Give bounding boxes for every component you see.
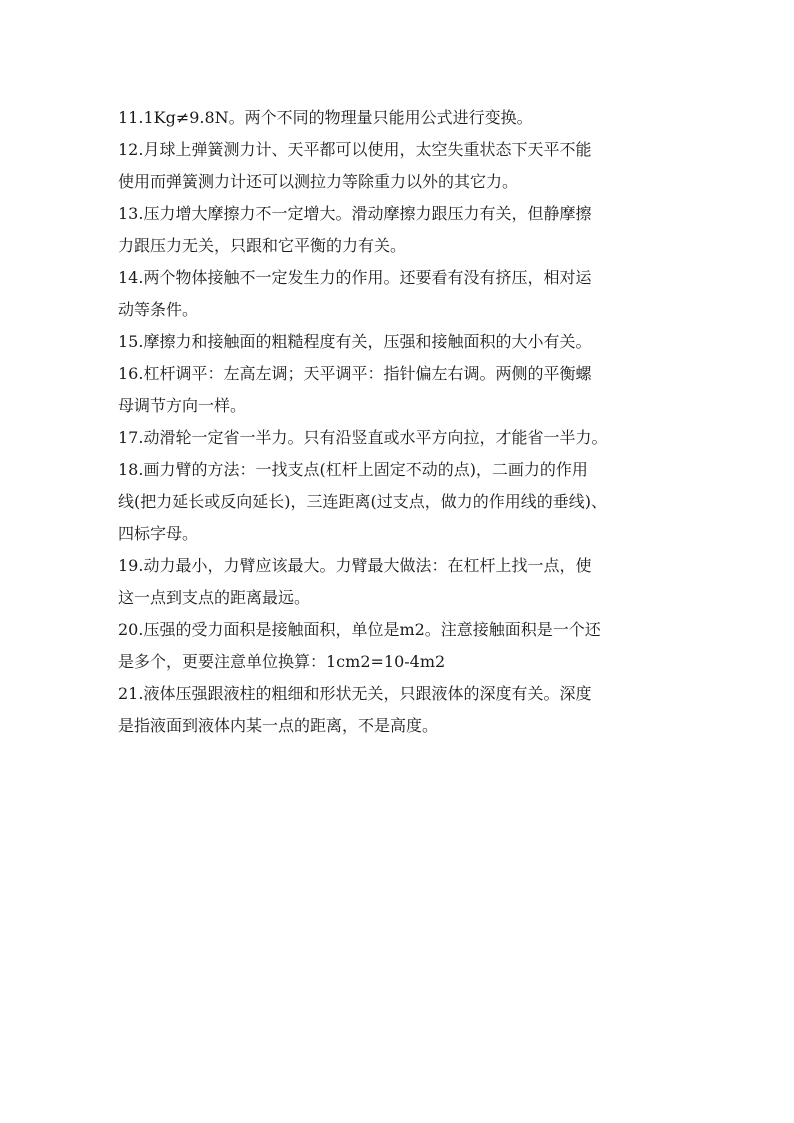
text-line-item-11: 11.1Kg≠9.8N。两个不同的物理量只能用公式进行变换。 <box>118 108 533 127</box>
text-line-item-18-cont2: 四标字母。 <box>118 524 199 543</box>
text-line-item-20-cont: 是多个，更要注意单位换算：1cm2=10-4m2 <box>118 652 446 671</box>
text-line-item-13: 13.压力增大摩擦力不一定增大。滑动摩擦力跟压力有关，但静摩擦 <box>118 204 592 223</box>
text-line-item-15: 15.摩擦力和接触面的粗糙程度有关，压强和接触面积的大小有关。 <box>118 332 592 351</box>
text-line-item-14-cont: 动等条件。 <box>118 300 199 319</box>
text-line-item-12-cont: 使用而弹簧测力计还可以测拉力等除重力以外的其它力。 <box>118 172 519 191</box>
text-line-item-18-cont: 线(把力延长或反向延长)，三连距离(过支点，做力的作用线的垂线)、 <box>118 492 607 511</box>
text-line-item-12: 12.月球上弹簧测力计、天平都可以使用，太空失重状态下天平不能 <box>118 140 592 159</box>
text-line-item-21-cont: 是指液面到液体内某一点的距离，不是高度。 <box>118 716 439 735</box>
text-line-item-19: 19.动力最小，力臂应该最大。力臂最大做法：在杠杆上找一点，使 <box>118 556 592 575</box>
text-line-item-14: 14.两个物体接触不一定发生力的作用。还要看有没有挤压，相对运 <box>118 268 592 287</box>
text-line-item-19-cont: 这一点到支点的距离最远。 <box>118 588 311 607</box>
text-line-item-13-cont: 力跟压力无关，只跟和它平衡的力有关。 <box>118 236 407 255</box>
text-line-item-20: 20.压强的受力面积是接触面积，单位是m2。注意接触面积是一个还 <box>118 620 601 639</box>
text-line-item-16-cont: 母调节方向一样。 <box>118 396 247 415</box>
text-line-item-18: 18.画力臂的方法：一找支点(杠杆上固定不动的点)，二画力的作用 <box>118 460 588 479</box>
text-line-item-21: 21.液体压强跟液柱的粗细和形状无关，只跟液体的深度有关。深度 <box>118 684 592 703</box>
text-line-item-16: 16.杠杆调平：左高左调；天平调平：指针偏左右调。两侧的平衡螺 <box>118 364 592 383</box>
document-body <box>118 102 708 742</box>
text-line-item-17: 17.动滑轮一定省一半力。只有沿竖直或水平方向拉，才能省一半力。 <box>118 428 608 447</box>
